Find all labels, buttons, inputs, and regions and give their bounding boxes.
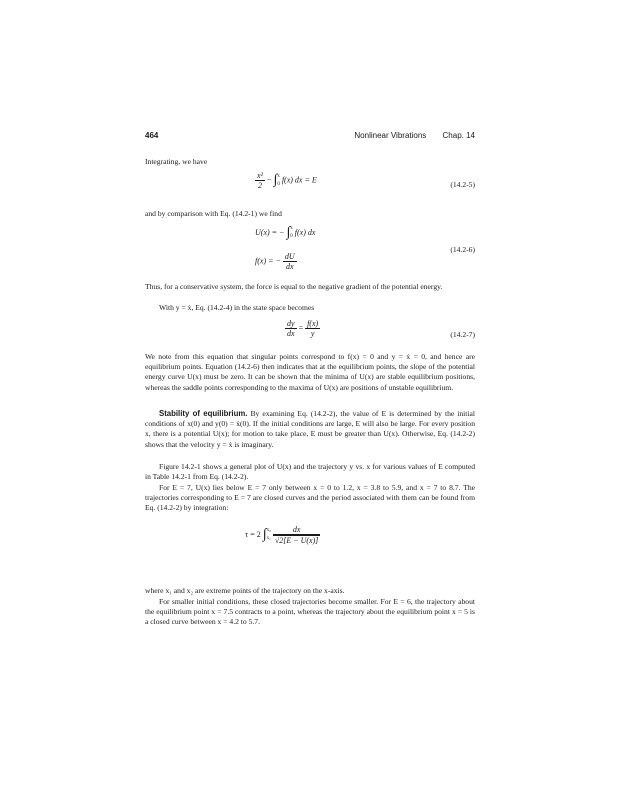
- paragraph-integrating: Integrating, we have: [145, 157, 208, 166]
- paragraph-smaller-conditions: For smaller initial conditions, these closed trajectories become smaller. For E = 6, the trajectory about the equilibrium point x = 7.5 contracts to a point, whereas the trajectory about the equilibrium point x = 5 is a closed curve between x = 4.2 to 5.7.: [145, 597, 475, 627]
- paragraph-comparison: and by comparison with Eq. (14.2-1) we find: [145, 209, 282, 218]
- paragraph-figure-ref: Figure 14.2-1 shows a general plot of U(x) and the trajectory y vs. x for various values of E computed in Table 14.2-1 from Eq. (14.2-2).: [145, 462, 475, 482]
- section-heading: Stability of equilibrium.: [159, 409, 248, 418]
- equation-14-2-6-line-2: f(x) = − $\frac{dU}{dx}$: [255, 252, 295, 271]
- paragraph-e7: For E = 7, U(x) lies below E = 7 only between x = 0 to 1.2, x = 3.8 to 5.9, and x = 7 to 8.7. The trajectories corresponding to E = 7 are closed curves and the period associated with them can be found from Eq. (14.2-2) by integration:: [145, 483, 475, 513]
- paragraph-state-space: With y = ẋ, Eq. (14.2-4) in the state space becomes: [159, 303, 315, 312]
- paragraph-singular-points: We note from this equation that singular points correspond to f(x) = 0 and y = ẋ = 0, and hence are equilibrium points. Equation (14.2-6) then indicates that at the equilibrium points, the slope of the potential energy curve U(x) must be zero. It can be shown that the minima of U(x) are stable equilibrium positions, whereas the saddle points corresponding to the maxima of U(x) are positions of unstable equilibrium.: [145, 352, 475, 392]
- equation-label: (14.2-5): [450, 180, 475, 189]
- equation-label: (14.2-6): [450, 245, 475, 254]
- running-header: [145, 131, 475, 143]
- equation-14-2-6-line-1: U(x) = − ∫ x 0 f(x) dx: [255, 225, 316, 240]
- paragraph-extreme-points: where x₁ and x₂ are extreme points of the trajectory on the x-axis.: [145, 586, 345, 595]
- equation-period: τ = 2 ∫ x₂ x₁ $\frac{dx}{√2[E - U(x)]}$: [245, 525, 319, 545]
- equation-14-2-7: $\frac{dy}{dx}$ = $\frac{f(x)}{y}$: [287, 319, 319, 338]
- equation-label: (14.2-7): [450, 330, 475, 339]
- equation-14-2-5: $\frac{\text{x²}}{2}$ − ∫ x 0 f(x) dx = E: [257, 171, 317, 190]
- paragraph-conservative: Thus, for a conservative system, the force is equal to the negative gradient of the potential energy.: [145, 282, 443, 291]
- section-title: Nonlinear Vibrations: [354, 131, 427, 140]
- page-number: 464: [145, 131, 159, 140]
- chapter-label: Chap. 14: [442, 131, 475, 140]
- fraction: $\frac{\text{x²}}{2}$: [257, 171, 263, 190]
- paragraph-stability: Stability of equilibrium. By examining Eq. (14.2-2), the value of E is determined by the initial conditions of x(0) and y(0) = ẋ(0). If the initial conditions are large, E will also be large. For every position x, there is a potential U(x); for motion to take place, E must be greater than U(x). Otherwise, Eq. (14.2-2) shows that the velocity y = ẋ is imaginary.: [145, 409, 475, 449]
